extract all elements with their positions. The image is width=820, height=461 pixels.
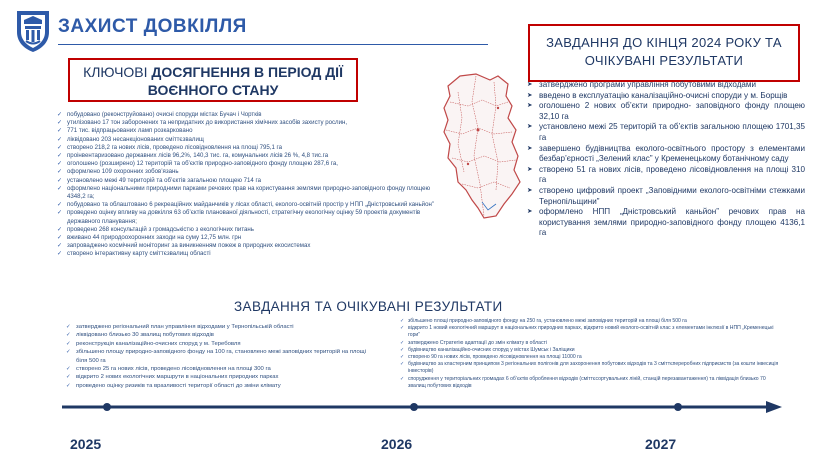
list-item: ✓ проінвентаризовано державних лісів 96,2%, 140,3 тис. га, комунальних лісів 26 %, 4,8 тис.га	[57, 152, 442, 160]
list-item: ✓ збільшено площу природно-заповідного фонду на 100 га, становлено межі заповідних територій на площі біля 500 га	[66, 348, 366, 365]
list-item: ✓ затверджено регіональний план управління відходами у Тернопільській області	[66, 323, 366, 331]
achievements-heading-box	[68, 58, 358, 102]
list-item: ➤ створено цифровий проект „Заповідними еколого-освітніми стежками Тернопільщини”	[527, 186, 805, 207]
list-item: ✓ ліквідовано 203 несанкціонованих сміттєзвалищ	[57, 136, 442, 144]
results-2025-list	[66, 323, 366, 390]
region-map-icon	[438, 72, 526, 220]
list-item: ✓ створено 218,2 га нових лісів, проведено лісовідновлення на площі 795,1 га	[57, 144, 442, 152]
list-item: ✓ проведено 268 консультацій з громадськістю з екологічних питань	[57, 226, 442, 234]
list-item: ✓ побудовано (реконструйовано) очисні споруди містах Бучач і Чортків	[57, 111, 442, 119]
list-item: ✓ проведено оцінку ризиків та вразливості території області до зміни клімату	[66, 382, 366, 390]
list-item: ✓ спорудження у територіальних громадах 6 об’єктів оброблення відходів (сміттєсортувальних ліній, станцій перезавантаження) та ліквідація близько 70 звалищ побутових відходів	[400, 376, 780, 390]
timeline-arrow	[62, 400, 784, 414]
achievements-list	[57, 111, 442, 259]
achievements-heading-part1: КЛЮЧОВІ	[83, 64, 152, 80]
list-item: ➤ оголошено 2 нових об’єкти природно- заповідного фонду площею 32,10 га	[527, 101, 805, 122]
list-item: ✓ оформлено національними природними парками речових прав на користування землями природно-заповідного фонду площею 4348,2 га;	[57, 185, 442, 201]
list-item: ✓ утилізовано 17 тон заборонених та непридатних до використання хімічних засобів захисту рослин,	[57, 119, 442, 127]
list-item: ✓ реконструкція каналізаційно-очисних споруд у м. Теребовля	[66, 340, 366, 348]
list-item: ✓ створено інтерактивну карту сміттєзвалищ області	[57, 250, 442, 258]
year-label-2025: 2025	[70, 436, 102, 452]
list-item: ✓ вживано 44 природоохоронних заходи на суму 12,75 млн. грн	[57, 234, 442, 242]
list-item: ✓ запроваджено космічний моніторинг за виникненням пожеж в природних екосистемах	[57, 242, 442, 250]
title-divider	[58, 44, 488, 45]
list-item: ✓ затверджено Стратегію адаптації до змін клімату в області	[400, 340, 780, 347]
list-item: ✓ створено 25 га нових лісів, проведено лісовідновлення на площі 300 га	[66, 365, 366, 373]
timeline-marker-2025	[103, 403, 111, 411]
timeline-marker-2027	[674, 403, 682, 411]
year-label-2027: 2027	[645, 436, 677, 452]
list-item: ✓ відкрито 1 новий екологічний маршрут в національних природних парках, відкрито новий еколого-освітній клас з елементами інклюзії в НПП „Кременецькі гори”	[400, 325, 780, 339]
list-item: ✓ оголошено (розширено) 12 територій та об’єктів природно-заповідного фонду площею 287,6 га,	[57, 160, 442, 168]
list-item: ✓ установлено межі 49 територій та об’єктів загальною площею 714 га	[57, 177, 442, 185]
list-item: ✓ проведено оцінку впливу на довкілля 63 об’єктів планованої діяльності, стратегічну екологічну оцінку 59 проектів документів державного планування;	[57, 209, 442, 225]
list-item: ➤ затверджено програми управління побутовими відходами	[527, 80, 805, 91]
list-item: ✓ збільшено площі природно-заповідного фонду на 250 га, установлено межі заповідних територій на площі біля 500 га	[400, 318, 780, 325]
page-title: ЗАХИСТ ДОВКІЛЛЯ	[58, 16, 247, 37]
coat-of-arms-icon	[14, 8, 52, 54]
list-item: ✓ будівництво за кластерним принципом 3 регіональних полігонів для захоронення побутових відходів та 3 сміттєпереробних підприємств (за кошти інвесиція інвесторів)	[400, 361, 780, 375]
timeline-marker-2026	[410, 403, 418, 411]
list-item: ➤ створено 51 га нових лісів, проведено лісовідновлення на площі 310 га	[527, 165, 805, 186]
list-item: ✓ створено 90 га нових лісів, проведено лісовідновлення на площі 11000 га	[400, 354, 780, 361]
results-heading: ЗАВДАННЯ ТА ОЧІКУВАНІ РЕЗУЛЬТАТИ	[234, 299, 503, 314]
results-2026-list	[400, 318, 780, 390]
list-item: ✓ 771 тис. відпрацьованих ламп розкарковано	[57, 127, 442, 135]
achievements-heading-part2: ДОСЯГНЕННЯ В ПЕРІОД ДІЇ ВОЄННОГО СТАНУ	[147, 64, 343, 98]
list-item: ➤ завершено будівництва еколого-освітнього простору з елементами безбар’єрності „Зелений клас” у Кременецькому ботанічному саду	[527, 144, 805, 165]
list-item: ✓ ліквідовано близько 30 звалищ побутових відходів	[66, 331, 366, 339]
list-item: ✓ будівництво каналізаційно-очисних споруд у містах Шумськ і Заліщики	[400, 347, 780, 354]
list-item: ➤ установлено межі 25 територій та об’єктів загальною площею 1701,35 га	[527, 122, 805, 143]
year-label-2026: 2026	[381, 436, 413, 452]
list-item: ✓ оформлено 109 охоронних зобов’язань	[57, 168, 442, 176]
list-item: ✓ побудовано та облаштовано 6 рекреаційних майданчиків у лісах області, еколого-освітній простір у НПП „Дністровський каньйон”	[57, 201, 442, 209]
list-item: ➤ введено в експлуатацію каналізаційно-очисні споруди у м. Борщів	[527, 91, 805, 102]
list-item: ✓ відкрито 2 нових екологічних маршрути в національних природних парках	[66, 373, 366, 381]
tasks-2024-list	[527, 80, 805, 239]
list-item: ➤ оформлено НПП „Дністровський каньйон” речових прав на користування землями природно-заповідного фонду площею 4136,1 га	[527, 207, 805, 239]
tasks-2024-heading-box: ЗАВДАННЯ ДО КІНЦЯ 2024 РОКУ ТА ОЧІКУВАНІ РЕЗУЛЬТАТИ	[528, 24, 800, 82]
